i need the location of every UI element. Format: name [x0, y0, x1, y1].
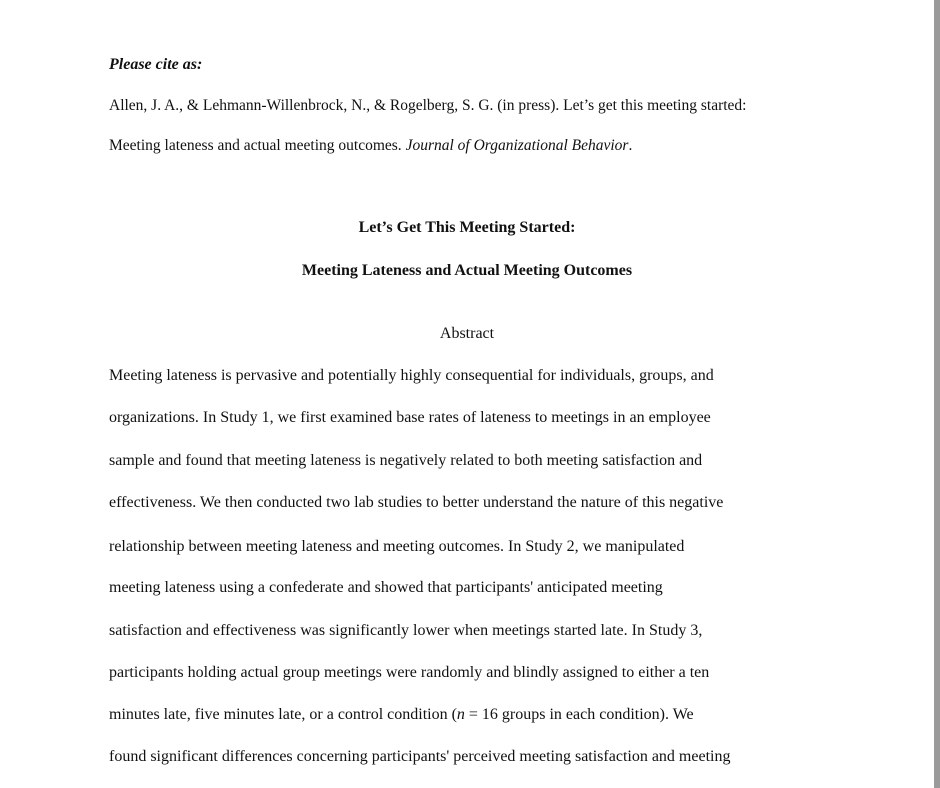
paper-title: Let’s Get This Meeting Started:: [358, 219, 576, 236]
abstract-line: satisfaction and effectiveness was significantly lower when meetings started late. In Study 3,: [109, 622, 703, 639]
abstract-line: participants holding actual group meetings were randomly and blindly assigned to either a ten: [109, 664, 710, 681]
citation-line-2-end: .: [628, 137, 633, 154]
abstract-line: Meeting lateness is pervasive and potentially highly consequential for individuals, groups, and: [109, 367, 714, 384]
abstract-line: relationship between meeting lateness and meeting outcomes. In Study 2, we manipulated: [109, 538, 685, 555]
abstract-line: organizations. In Study 1, we first examined base rates of lateness to meetings in an employee: [109, 409, 711, 426]
citation-line-2-text: Meeting lateness and actual meeting outcomes.: [109, 137, 406, 154]
journal-name: Journal of Organizational Behavior: [405, 137, 629, 154]
page-edge-border: [934, 0, 940, 788]
cite-as-label: Please cite as:: [109, 56, 203, 73]
abstract-line: [109, 706, 694, 724]
abstract-line-8-text: minutes late, five minutes late, or a control condition (: [109, 706, 457, 723]
abstract-line-8-end: = 16 groups in each condition). We: [464, 706, 694, 723]
abstract-line: meeting lateness using a confederate and showed that participants' anticipated meeting: [109, 579, 663, 596]
paper-subtitle: Meeting Lateness and Actual Meeting Outcomes: [301, 262, 633, 279]
citation-line-1: Allen, J. A., & Lehmann-Willenbrock, N., & Rogelberg, S. G. (in press). Let’s get this meeting started:: [109, 97, 747, 114]
abstract-line: found significant differences concerning participants' perceived meeting satisfaction and meeting: [109, 748, 731, 765]
abstract-heading: Abstract: [439, 325, 495, 342]
citation-line-2: [109, 137, 632, 155]
abstract-line: sample and found that meeting lateness is negatively related to both meeting satisfaction and: [109, 452, 703, 469]
abstract-line: effectiveness. We then conducted two lab studies to better understand the nature of this negative: [109, 494, 724, 511]
sample-size-symbol: n: [456, 706, 465, 723]
